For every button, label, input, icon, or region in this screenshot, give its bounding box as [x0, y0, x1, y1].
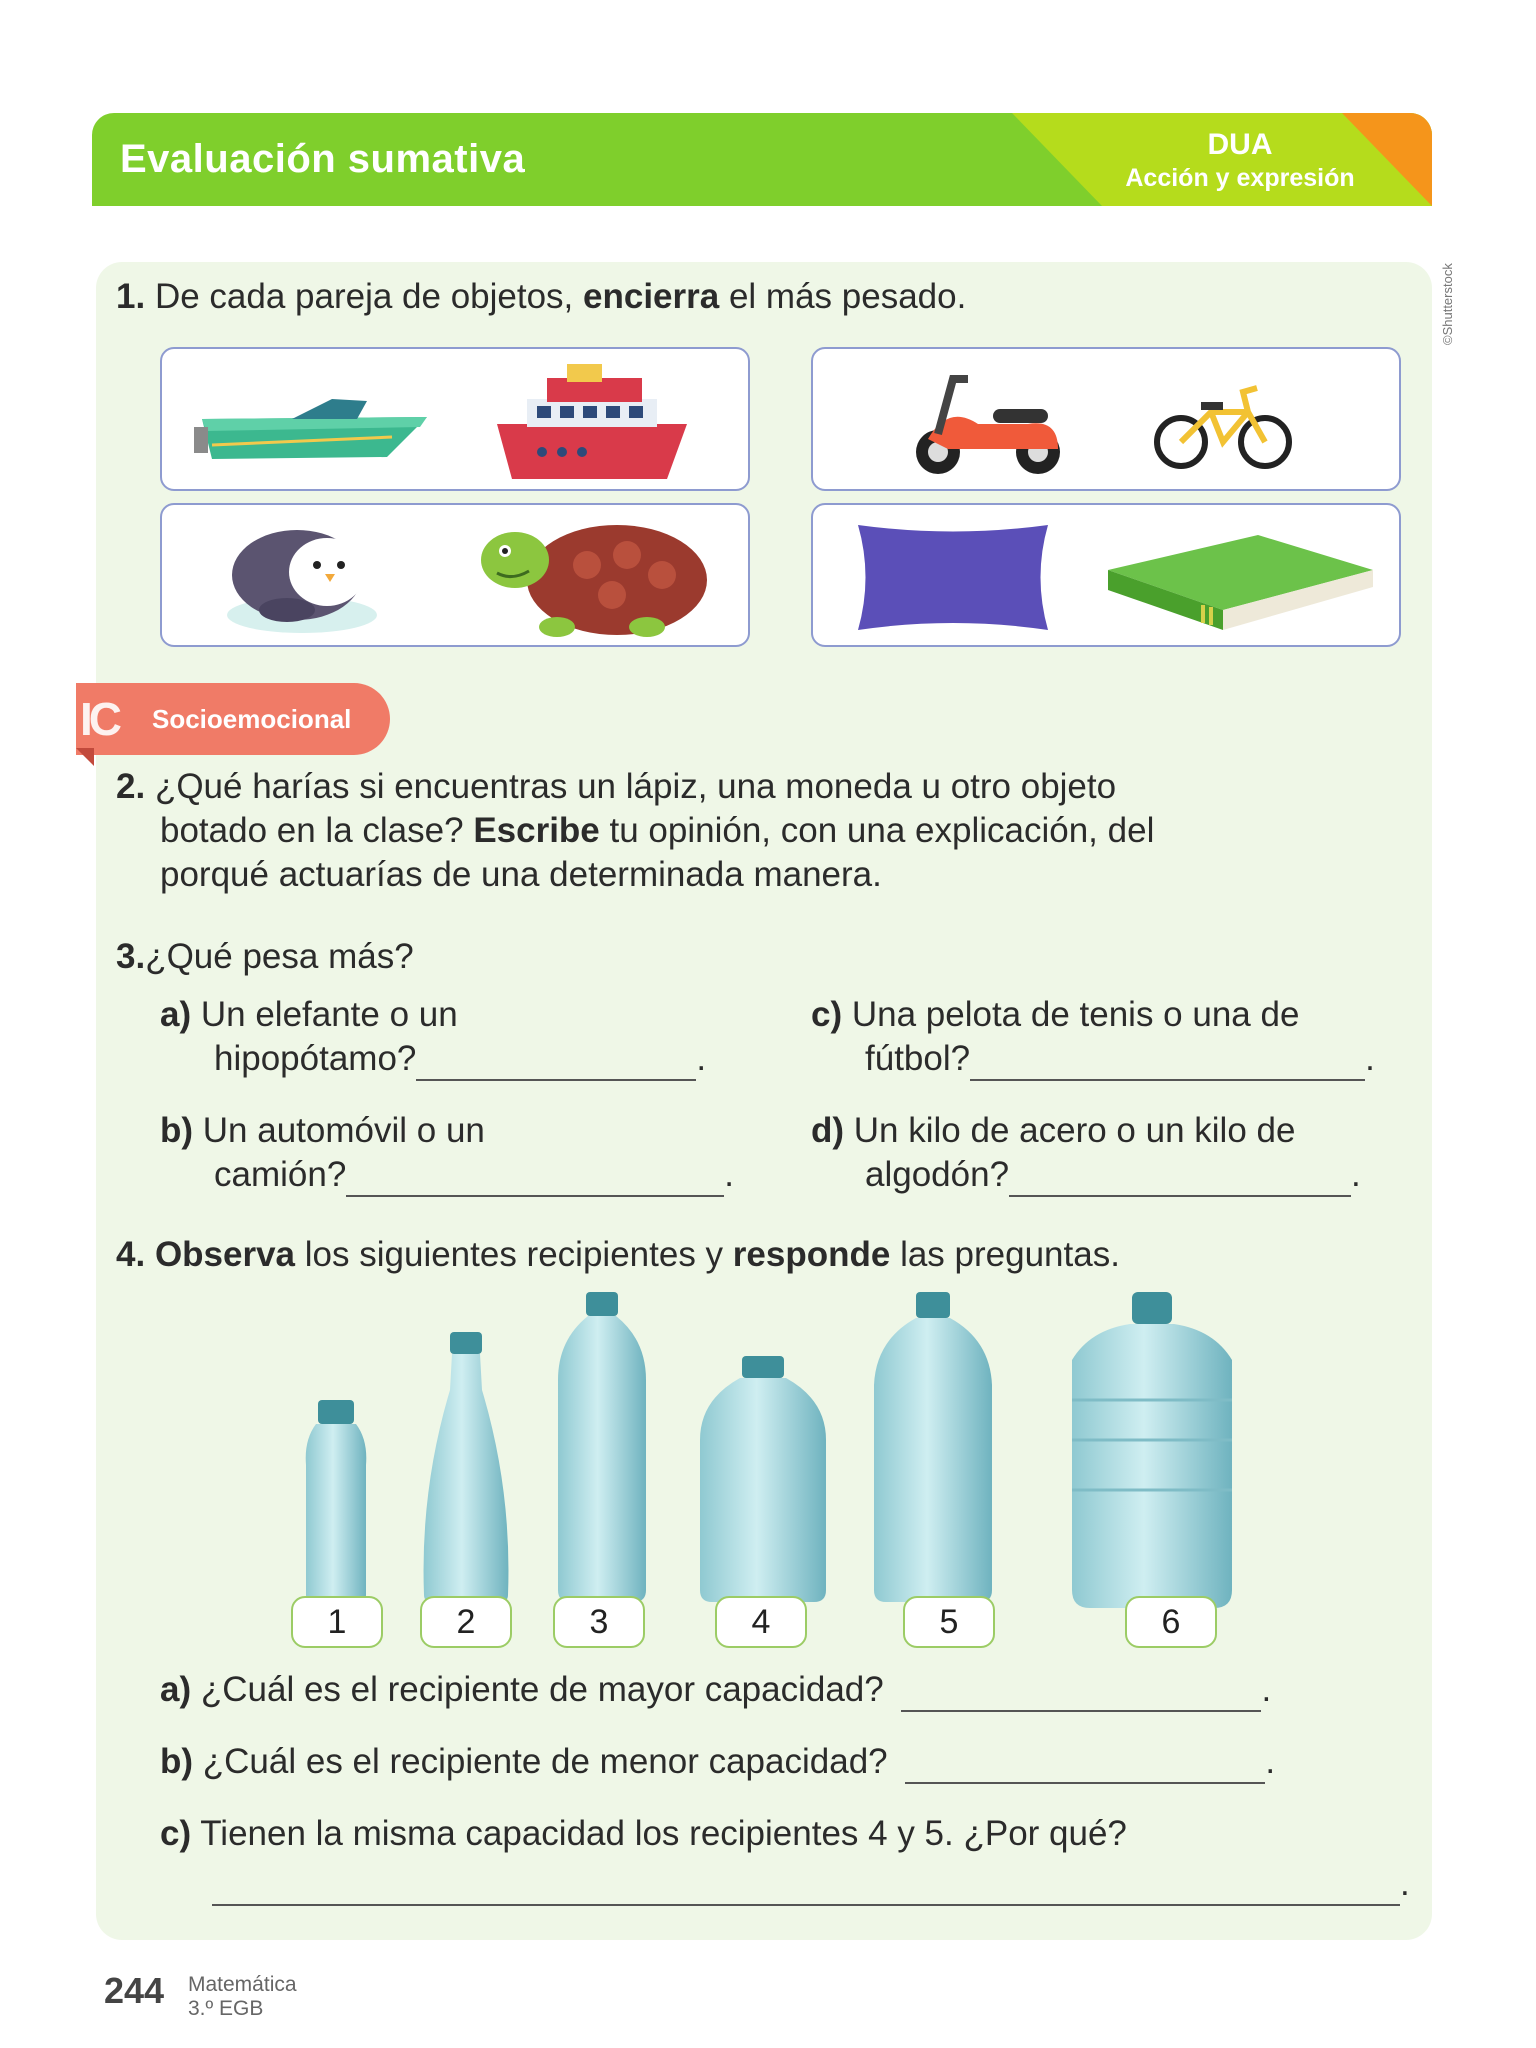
q4-item-c-answer: . [212, 1862, 1410, 1906]
scooter-icon [908, 364, 1068, 479]
turtle-icon [477, 515, 717, 640]
penguin-icon [217, 510, 387, 638]
dua-subtitle: Acción y expresión [1125, 164, 1355, 192]
pair-card-boats[interactable] [160, 347, 750, 491]
q3-item-c: c) Una pelota de tenis o una de fútbol? . [811, 993, 1375, 1081]
answer-blank[interactable] [901, 1672, 1261, 1712]
answer-blank[interactable] [416, 1041, 696, 1081]
image-credit: ©Shutterstock [1440, 263, 1455, 345]
container-label-5: 5 [903, 1596, 995, 1648]
ship-icon [492, 354, 692, 484]
container-label-1: 1 [291, 1596, 383, 1648]
answer-blank[interactable] [212, 1866, 1400, 1906]
pillow-icon [848, 520, 1058, 635]
container-label-2: 2 [420, 1596, 512, 1648]
q3-item-d: d) Un kilo de acero o un kilo de algodón? . [811, 1109, 1361, 1197]
q3-item-b: b) Un automóvil o un camión? . [160, 1109, 734, 1197]
dua-title: DUA [1207, 128, 1273, 161]
answer-blank[interactable] [970, 1041, 1365, 1081]
bottle-4 [700, 1356, 826, 1602]
question-4: 4. Observa los siguientes recipientes y responde las preguntas. [116, 1235, 1120, 1274]
container-label-3: 3 [553, 1596, 645, 1648]
question-1: 1. De cada pareja de objetos, encierra el más pesado. [116, 277, 967, 316]
ic-logo: IC [80, 693, 118, 745]
subject-info: Matemática 3.º EGB [188, 1973, 297, 2020]
badge-label: Socioemocional [152, 704, 352, 734]
bottle-2 [424, 1332, 509, 1602]
bottle-5 [874, 1292, 992, 1602]
container-label-4: 4 [715, 1596, 807, 1648]
q4-item-a: a) ¿Cuál es el recipiente de mayor capacidad? . [160, 1668, 1271, 1712]
answer-blank[interactable] [905, 1744, 1265, 1784]
page-number: 244 [104, 1970, 165, 2011]
question-2: 2. ¿Qué harías si encuentras un lápiz, una moneda u otro objeto botado en la clase? Escribe tu opinión, con una explicación, del porqué actuarías de una determinada manera. [116, 767, 1155, 894]
bottle-3 [558, 1292, 646, 1602]
q3-item-a: a) Un elefante o un hipopótamo? . [160, 993, 706, 1081]
page-title: Evaluación sumativa [120, 137, 526, 181]
pair-card-vehicles[interactable] [811, 347, 1401, 491]
answer-blank[interactable] [1009, 1157, 1351, 1197]
book-icon [1098, 525, 1378, 635]
bottle-6 [1072, 1292, 1232, 1608]
q4-item-c: c) Tienen la misma capacidad los recipientes 4 y 5. ¿Por qué? [160, 1814, 1127, 1853]
answer-blank[interactable] [346, 1157, 724, 1197]
badge-flap [76, 748, 94, 766]
bicycle-icon [1153, 374, 1293, 474]
pair-card-objects[interactable] [811, 503, 1401, 647]
container-label-6: 6 [1125, 1596, 1217, 1648]
q4-item-b: b) ¿Cuál es el recipiente de menor capacidad? . [160, 1740, 1275, 1784]
bottle-1 [306, 1400, 367, 1602]
boat-icon [192, 379, 432, 469]
pair-card-animals[interactable] [160, 503, 750, 647]
question-3-title: 3.¿Qué pesa más? [116, 937, 414, 976]
